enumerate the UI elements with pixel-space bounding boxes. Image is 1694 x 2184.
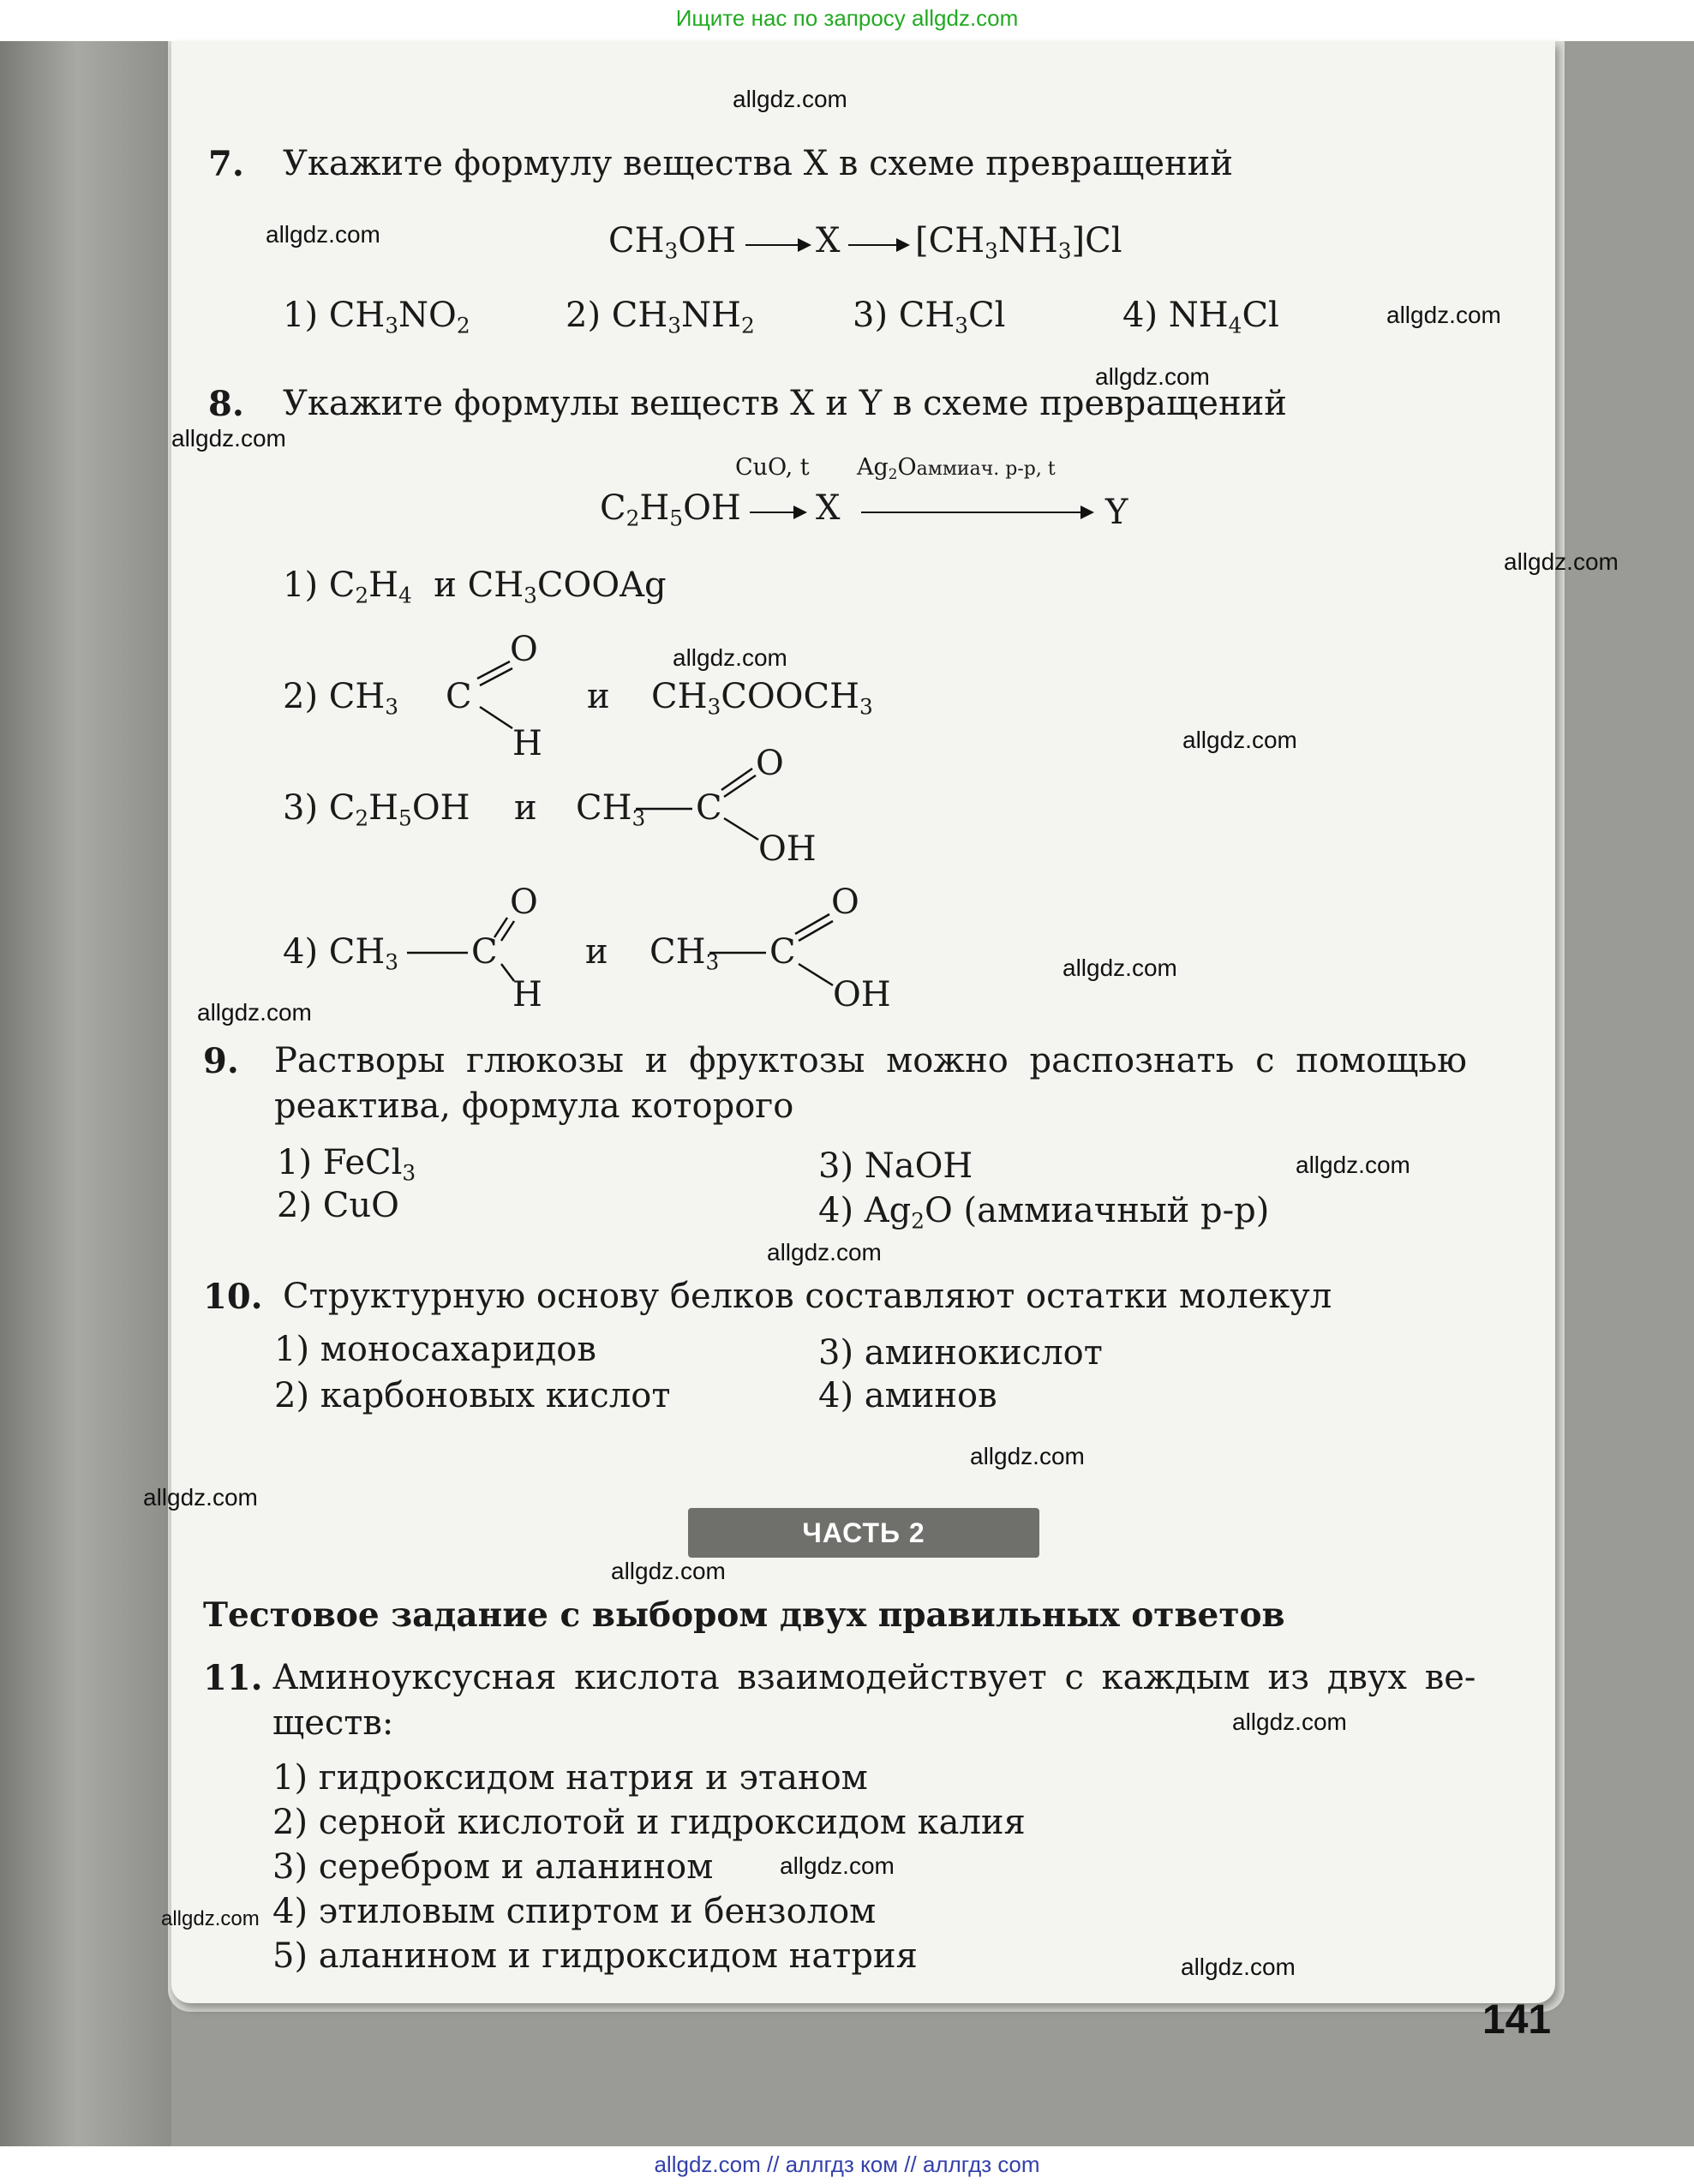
q8-option-4-c2: C [769,932,796,972]
q11-option-4[interactable]: 4) этиловым спиртом и бензолом [272,1892,877,1931]
q9-number: 9. [203,1041,239,1081]
q7-scheme-x: X [816,221,841,260]
q11-option-1[interactable]: 1) гидроксидом натрия и этаном [272,1758,868,1798]
q8-option-4-oh: OH [833,975,891,1014]
q8-scheme-x: X [816,488,841,528]
watermark: allgdz.com [780,1852,895,1879]
watermark: allgdz.com [611,1558,726,1584]
watermark: allgdz.com [1504,548,1619,575]
q7-number: 7. [208,144,244,184]
watermark: allgdz.com [673,644,787,671]
watermark: allgdz.com [970,1443,1085,1469]
watermark: allgdz.com [733,86,847,112]
q8-condition-2: $Ag_2Oаммиач$. р-р, t [857,454,1056,483]
watermark: allgdz.com [1181,1954,1296,1980]
q8-condition-1: CuO, t [735,454,810,481]
watermark: allgdz.com [161,1907,260,1930]
part-2-badge: ЧАСТЬ 2 [688,1508,1039,1558]
q8-option-4[interactable]: 4) $CH_3$ [283,932,399,975]
q8-option-3-oh: OH [758,829,817,869]
watermark: allgdz.com [1232,1708,1347,1735]
q9-option-4[interactable]: 4) $Ag_2O$ (аммиачный р-р) [818,1191,1270,1234]
q7-option-1[interactable]: 1) $CH_3NO_2$ [283,296,470,338]
q11-option-2[interactable]: 2) серной кислотой и гидроксидом калия [272,1803,1026,1842]
q8-option-2-o: O [510,630,538,669]
q7-option-2[interactable]: 2) $CH_3NH_2$ [566,296,755,338]
q8-option-3-and: и [514,788,537,828]
page-number: 141 [1482,1997,1552,2043]
q10-option-3[interactable]: 3) аминокислот [818,1333,1103,1373]
watermark: allgdz.com [1296,1152,1410,1178]
watermark: allgdz.com [1062,954,1177,981]
q11-option-3[interactable]: 3) серебром и аланином [272,1847,714,1887]
q10-option-2[interactable]: 2) карбоновых кислот [274,1376,671,1415]
q8-option-4-and: и [585,932,608,972]
q8-option-4-ch3: $CH_3$ [649,932,720,975]
q8-scheme-start: $C_2H_5OH$ [600,488,741,531]
watermark: allgdz.com [171,425,286,452]
bottom-banner-links[interactable]: allgdz.com // аллгдз ком // аллгдз com [654,2151,1040,2177]
watermark: allgdz.com [767,1239,882,1266]
q10-option-4[interactable]: 4) аминов [818,1376,997,1415]
q8-option-1[interactable]: 1) $C_2H_4$ и $CH_3COOAg$ [283,565,667,608]
q8-scheme-y: Y [1105,493,1128,532]
q9-line-1: Растворы глюкозы и фруктозы можно распознать с помощью [274,1041,1467,1080]
q10-number: 10. [203,1277,263,1317]
watermark: allgdz.com [143,1484,258,1511]
q10-text: Структурную основу белков составляют остатки молекул [283,1277,1332,1316]
q8-option-4-h: H [512,975,542,1014]
q11-number: 11. [203,1658,263,1698]
watermark: allgdz.com [1182,727,1297,753]
watermark: allgdz.com [266,221,380,248]
q7-text: Укажите формулу вещества X в схеме превращений [283,144,1234,183]
watermark: allgdz.com [197,999,312,1026]
q11-line-1: Аминоуксусная кислота взаимодействует с каждым из двух ве- [272,1658,1476,1697]
q7-scheme-product: $[CH_3NH_3]Cl$ [915,221,1122,264]
top-banner-link[interactable]: Ищите нас по запросу allgdz.com [675,5,1019,31]
q8-text: Укажите формулы веществ X и Y в схеме превращений [283,384,1287,423]
q8-option-3-ch3: $CH_3$ [576,788,646,831]
q7-option-4[interactable]: 4) $NH_4Cl$ [1122,296,1279,338]
q8-option-2-second: $CH_3COOCH_3$ [651,677,873,720]
q11-line-2: ществ: [272,1703,394,1743]
q8-option-2-c: C [446,677,472,716]
bottom-banner [0,2146,1694,2184]
q8-option-4-o1: O [510,883,538,922]
q9-option-2[interactable]: 2) CuO [277,1186,399,1225]
q9-option-1[interactable]: 1) FeCl$_3$ [277,1143,416,1186]
watermark: allgdz.com [1095,363,1210,390]
q8-option-4-c1: C [471,932,498,972]
q7-option-3[interactable]: 3) $CH_3Cl$ [853,296,1006,338]
q8-number: 8. [208,384,244,424]
q9-option-3[interactable]: 3) NaOH [818,1146,973,1186]
q8-option-3-c: C [696,788,722,828]
q8-option-2-h: H [512,724,542,763]
q7-scheme-start: $CH_3OH$ [608,221,736,264]
q8-option-3[interactable]: 3) $C_2H_5OH$ [283,788,470,831]
q8-option-2-and: и [587,677,610,716]
q9-line-2: реактива, формула которого [274,1086,794,1126]
q11-option-5[interactable]: 5) аланином и гидроксидом натрия [272,1936,918,1976]
q10-option-1[interactable]: 1) моносахаридов [274,1330,596,1369]
q8-option-4-o2: O [831,883,859,922]
q8-option-2[interactable]: 2) $CH_3$ [283,677,399,720]
watermark: allgdz.com [1386,302,1501,328]
section-heading: Тестовое задание с выбором двух правильных ответов [203,1595,1285,1635]
q8-option-3-o: O [756,744,784,783]
